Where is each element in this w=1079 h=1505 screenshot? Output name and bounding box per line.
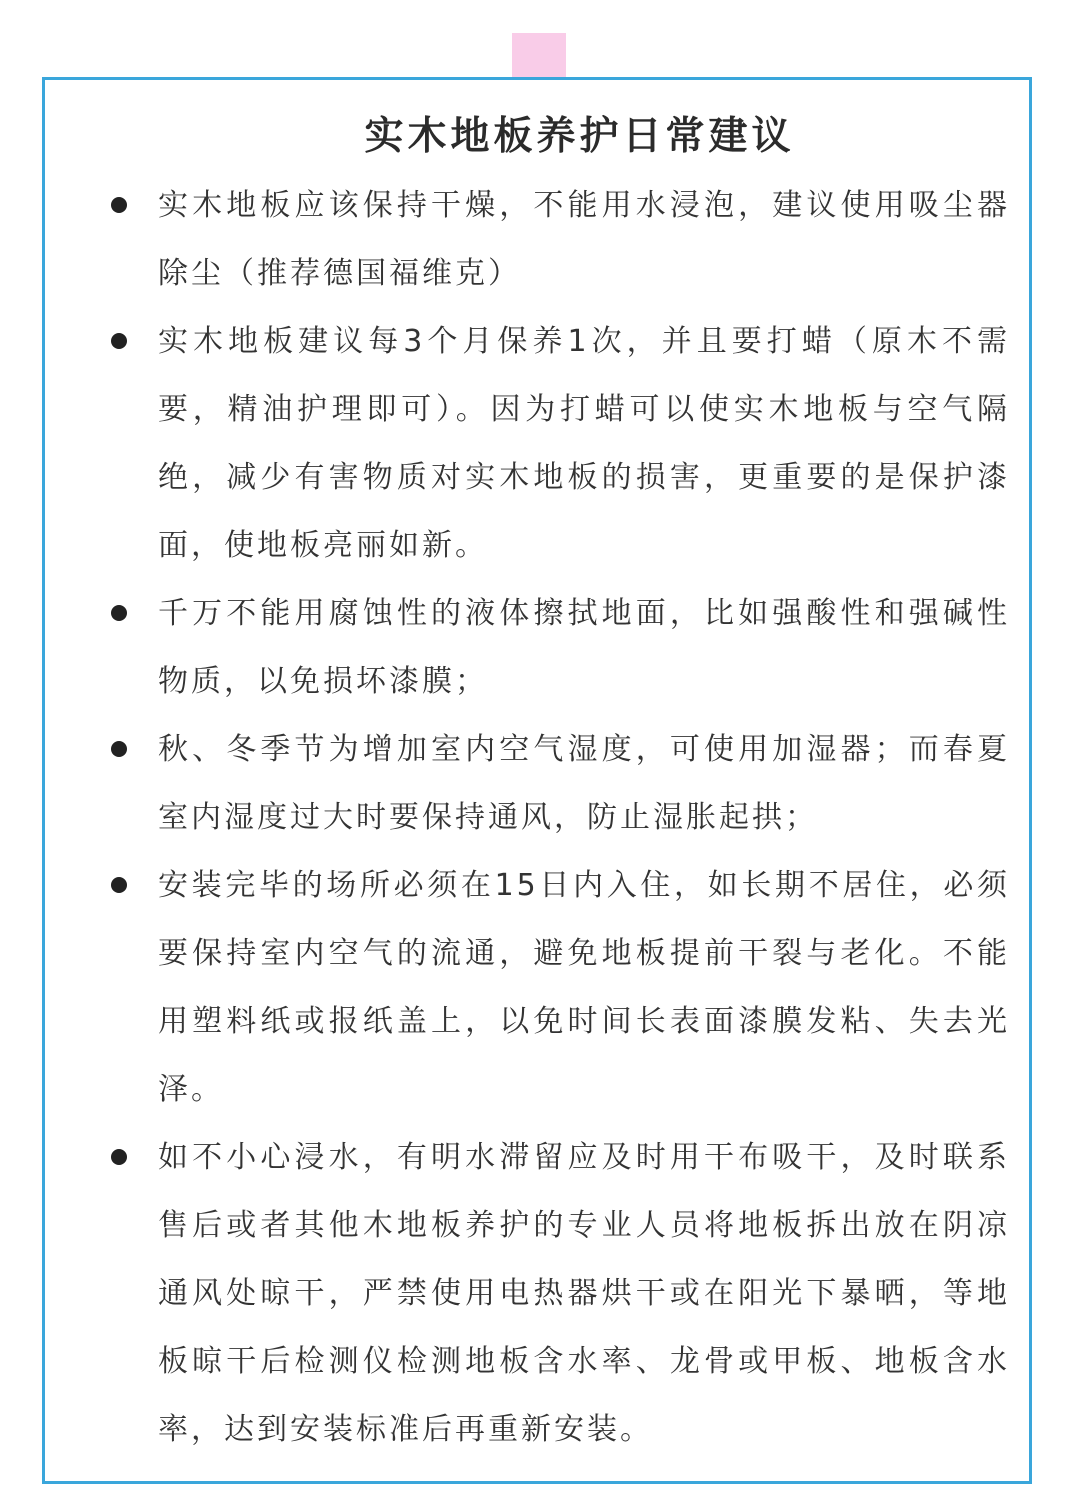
list-item — [100, 172, 1010, 308]
list-item — [100, 580, 1010, 716]
tip-text: 秋、冬季节为增加室内空气湿度，可使用加湿器；而春夏室内湿度过大时要保持通风，防止湿胀起拱； — [158, 732, 1010, 835]
tip-text: 安装完毕的场所必须在15日内入住，如长期不居住，必须要保持室内空气的流通，避免地板提前干裂与老化。不能用塑料纸或报纸盖上，以免时间长表面漆膜发粘、失去光泽。 — [158, 868, 1010, 1107]
tip-text: 如不小心浸水，有明水滞留应及时用干布吸干，及时联系售后或者其他木地板养护的专业人员将地板拆出放在阴凉通风处晾干，严禁使用电热器烘干或在阳光下暴晒，等地板晾干后检测仪检测地板含水率、龙骨或甲板、地板含水率，达到安装标准后再重新安装。 — [158, 1140, 1010, 1447]
bullet-icon — [111, 333, 127, 349]
bullet-icon — [111, 1149, 127, 1165]
list-item — [100, 716, 1010, 852]
page-title: 实木地板养护日常建议 — [364, 114, 795, 159]
list-item — [100, 852, 1010, 1124]
bullet-icon — [111, 197, 127, 213]
tip-text: 实木地板建议每3个月保养1次，并且要打蜡（原木不需要，精油护理即可）。因为打蜡可以使实木地板与空气隔绝，减少有害物质对实木地板的损害，更重要的是保护漆面，使地板亮丽如新。 — [158, 324, 1010, 563]
tip-text: 实木地板应该保持干燥，不能用水浸泡，建议使用吸尘器除尘（推荐德国福维克） — [158, 188, 1010, 291]
tips-list — [100, 172, 1010, 1464]
tip-text: 千万不能用腐蚀性的液体擦拭地面，比如强酸性和强碱性物质，以免损坏漆膜； — [158, 596, 1010, 699]
list-item — [100, 308, 1010, 580]
bullet-icon — [111, 877, 127, 893]
bullet-icon — [111, 741, 127, 757]
list-item — [100, 1124, 1010, 1464]
bullet-icon — [111, 605, 127, 621]
